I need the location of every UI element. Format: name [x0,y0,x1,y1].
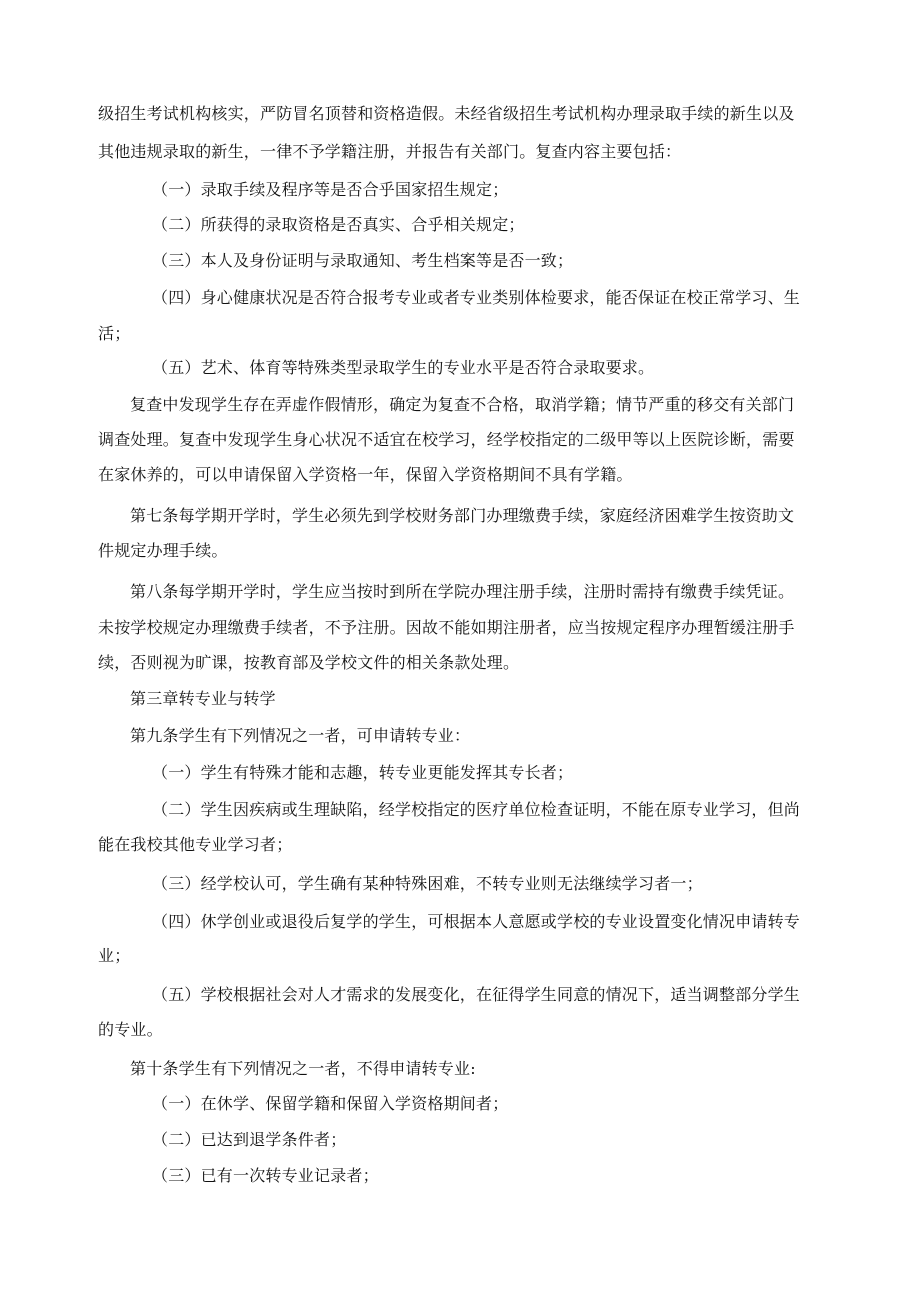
article-heading: 第十条学生有下列情况之一者，不得申请转专业: [130,1059,476,1078]
list-item: （二）学生因疾病或生理缺陷，经学校指定的医疗单位检查证明，不能在原专业学习，但尚 [152,800,801,819]
chapter-heading: 第三章转专业与转学 [130,689,276,708]
list-item: （四）身心健康状况是否符合报考专业或者专业类别体检要求，能否保证在校正常学习、生 [152,288,801,307]
article-heading: 第九条学生有下列情况之一者，可申请转专业： [130,726,471,745]
text-line: 的专业。 [98,1020,163,1039]
list-item: （五）艺术、体育等特殊类型录取学生的专业水平是否符合录取要求。 [152,358,655,377]
text-line: 级招生考试机构核实，严防冒名顶替和资格造假。未经省级招生考试机构办理录取手续的新生以及 [98,104,795,123]
text-line: 调查处理。复查中发现学生身心状况不适宜在校学习，经学校指定的二级甲等以上医院诊断，需要 [98,430,795,449]
list-item: （二）所获得的录取资格是否真实、合乎相关规定； [152,215,525,234]
text-line: 复查中发现学生存在弄虚作假情形，确定为复查不合格，取消学籍；情节严重的移交有关部门 [130,395,795,414]
text-line: 其他违规录取的新生，一律不予学籍注册，并报告有关部门。复查内容主要包括： [98,142,682,161]
text-line: 续，否则视为旷课，按教育部及学校文件的相关条款处理。 [98,653,520,672]
text-line: 未按学校规定办理缴费手续者，不予注册。因故不能如期注册者，应当按规定程序办理暂缓注册手 [98,618,795,637]
list-item: （一）录取手续及程序等是否合乎国家招生规定； [152,180,509,199]
list-item: （五）学校根据社会对人才需求的发展变化，在征得学生同意的情况下，适当调整部分学生 [152,985,801,1004]
list-item: （三）经学校认可，学生确有某种特殊困难，不转专业则无法继续学习者一； [152,874,703,893]
article-heading: 第八条每学期开学时，学生应当按时到所在学院办理注册手续，注册时需持有缴费手续凭证。 [130,582,795,601]
text-line: 业； [98,946,131,965]
text-line: 活； [98,324,131,343]
text-line: 能在我校其他专业学习者； [98,835,293,854]
list-item: （一）在休学、保留学籍和保留入学资格期间者； [152,1094,509,1113]
list-item: （四）休学创业或退役后复学的学生，可根据本人意愿或学校的专业设置变化情况申请转专 [152,912,801,931]
text-line: 件规定办理手续。 [98,541,228,560]
list-item: （二）已达到退学条件者； [152,1130,347,1149]
text-line: 在家休养的，可以申请保留入学资格一年，保留入学资格期间不具有学籍。 [98,465,633,484]
list-item: （一）学生有特殊才能和志趣，转专业更能发挥其专长者； [152,763,574,782]
list-item: （三）已有一次转专业记录者； [152,1166,379,1185]
article-heading: 第七条每学期开学时，学生必须先到学校财务部门办理缴费手续，家庭经济困难学生按资助文 [130,506,795,525]
list-item: （三）本人及身份证明与录取通知、考生档案等是否一致； [152,251,574,270]
